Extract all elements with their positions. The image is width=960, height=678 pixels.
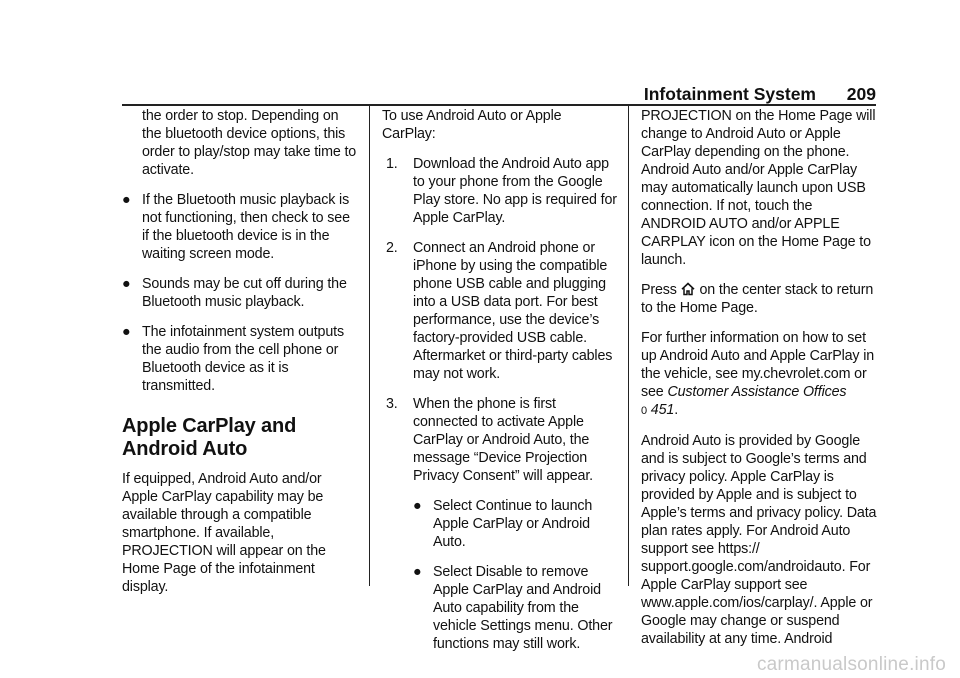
page-number: 209 xyxy=(846,84,876,104)
heading-line-1: Apple CarPlay and xyxy=(122,415,297,437)
column-right xyxy=(641,107,879,648)
bullet-dot-icon: ● xyxy=(413,564,422,580)
column-middle xyxy=(382,107,618,665)
column-left xyxy=(122,107,358,596)
customer-assistance-link[interactable]: Customer Assistance Offices xyxy=(667,384,847,400)
continued-text: the order to stop. Depending on the bluetooth device options, this order to play/stop may take time to activate. xyxy=(142,108,357,178)
watermark: carmanualsonline.info xyxy=(756,654,946,675)
numbered-step xyxy=(382,239,618,383)
home-icon xyxy=(681,282,695,296)
section-title: Infotainment System xyxy=(643,84,816,104)
column-divider-2 xyxy=(628,106,629,586)
bullet-text: If the Bluetooth music playback is not functioning, then check to see if the bluetooth device is in the waiting screen mode. xyxy=(142,192,350,262)
step-number: 3. xyxy=(386,396,398,412)
step-number: 1. xyxy=(386,156,398,172)
bullet-dot-icon: ● xyxy=(413,498,422,514)
column-divider-1 xyxy=(369,106,370,586)
step-text: Download the Android Auto app to your phone from the Google Play store. No app is required for Apple CarPlay. xyxy=(413,156,617,226)
step-text: Connect an Android phone or iPhone by using the compatible phone USB cable and plugging into a USB data port. For best performance, use the device’s factory-provided USB cable. Aftermarket or third-party cables may not work. xyxy=(413,240,613,382)
intro-paragraph: To use Android Auto or Apple CarPlay: xyxy=(382,108,562,142)
sub-bullet-item xyxy=(382,497,618,551)
page-reference-icon: 0 xyxy=(641,405,647,417)
header-rule xyxy=(122,104,876,106)
bullet-dot-icon: ● xyxy=(122,324,131,340)
bullet-item xyxy=(122,191,358,263)
sub-bullet-text: Select Disable to remove Apple CarPlay and Android Auto capability from the vehicle Settings menu. Other functions may still work. xyxy=(433,564,613,652)
page-header xyxy=(122,84,876,106)
sub-bullet-item xyxy=(382,563,618,653)
step-number: 2. xyxy=(386,240,398,256)
bullet-text: The infotainment system outputs the audio from the cell phone or Bluetooth device as it is transmitted. xyxy=(142,324,344,394)
further-info-text: For further information on how to set up Android Auto and Apple CarPlay in the vehicle, see my.chevrolet.com or see xyxy=(641,330,875,400)
section-heading xyxy=(122,415,358,461)
page-reference[interactable]: 451 xyxy=(650,402,675,418)
press-text: Press xyxy=(641,282,677,298)
bullet-dot-icon: ● xyxy=(122,192,131,208)
bullet-dot-icon: ● xyxy=(122,276,131,292)
numbered-step xyxy=(382,395,618,485)
projection-paragraph: PROJECTION on the Home Page will change to Android Auto or Apple CarPlay depending on the phone. Android Auto and/or Apple CarPlay may automatically launch upon USB connection. If not, touch the ANDROID AUTO and/or APPLE CARPLAY icon on the Home Page to launch. xyxy=(641,108,876,268)
step-text: When the phone is first connected to activate Apple CarPlay or Android Auto, the message “Device Projection Privacy Consent” will appear. xyxy=(413,396,594,484)
bullet-text: Sounds may be cut off during the Bluetooth music playback. xyxy=(142,276,347,310)
home-button-paragraph xyxy=(641,281,879,317)
return-text: on the center stack to return to the Home Page. xyxy=(641,282,874,316)
body-paragraph: If equipped, Android Auto and/or Apple CarPlay capability may be available through a compatible smartphone. If available, PROJECTION will appear on the Home Page of the infotainment display. xyxy=(122,471,326,595)
bullet-item xyxy=(122,323,358,395)
sub-bullet-text: Select Continue to launch Apple CarPlay or Android Auto. xyxy=(433,498,593,550)
further-info-paragraph xyxy=(641,329,879,420)
provider-paragraph: Android Auto is provided by Google and is subject to Google’s terms and privacy policy. Apple CarPlay is provided by Apple and is subject to Apple’s terms and privacy policy. Data plan rates apply. For Android Auto support see https:// support.google.com/androidauto. For Apple CarPlay support see www.apple.com/ios/carplay/. Apple or Google may change or suspend availability at any time. Android xyxy=(641,433,877,647)
period: . xyxy=(674,402,679,418)
heading-line-2: Android Auto xyxy=(122,438,248,460)
numbered-step xyxy=(382,155,618,227)
bullet-item xyxy=(122,275,358,311)
